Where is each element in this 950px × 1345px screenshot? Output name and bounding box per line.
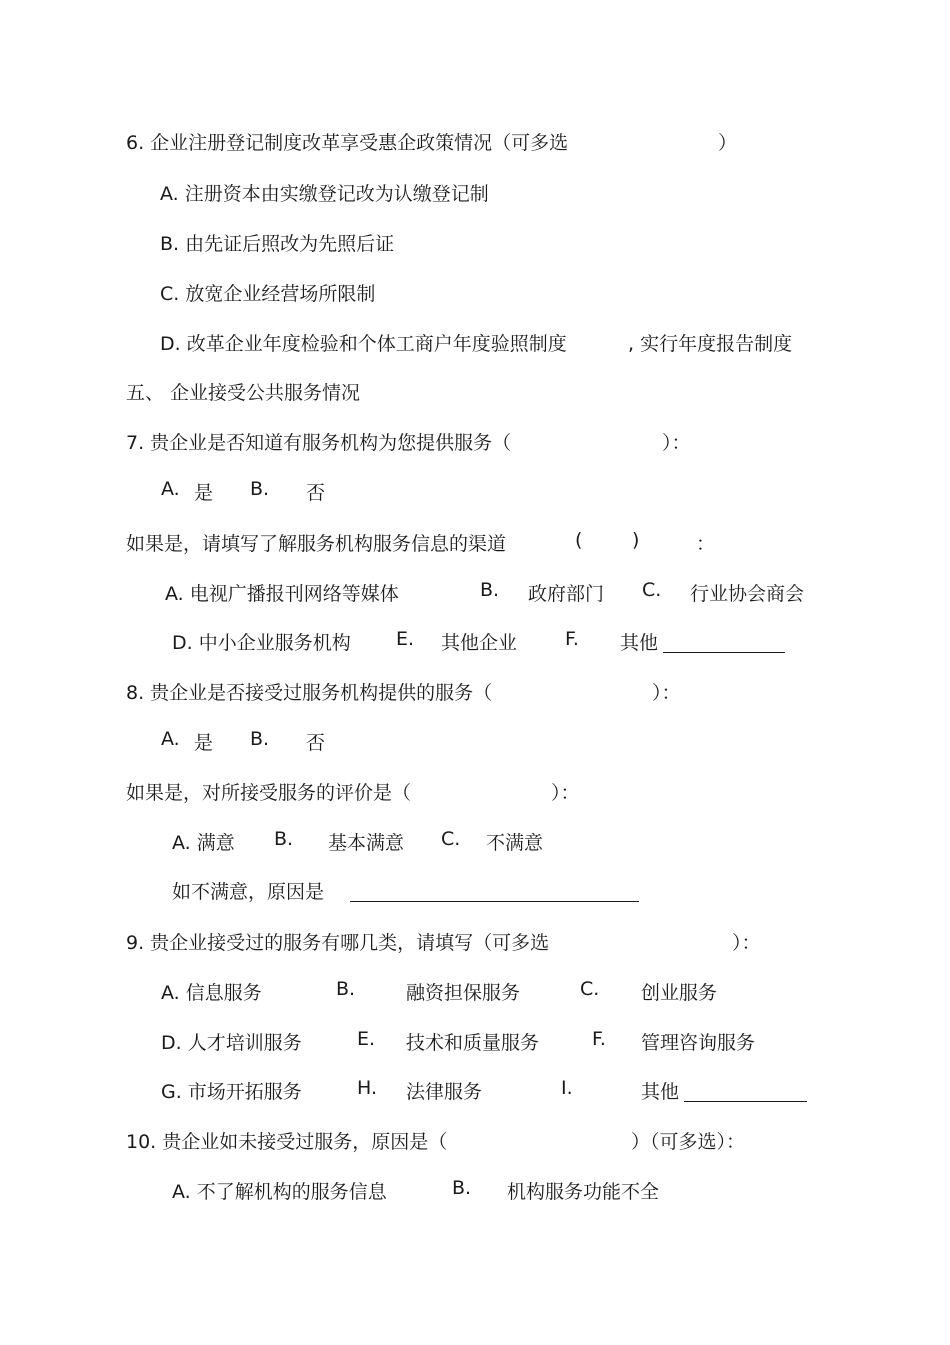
q9-option-f-letter: F. — [592, 1028, 606, 1050]
q9-option-c: 创业服务 — [641, 982, 718, 1004]
q6-question-text: 6. 企业注册登记制度改革享受惠企政策情况（可多选 — [126, 132, 569, 154]
q9-option-h: 法律服务 — [406, 1081, 483, 1103]
q6-option-d-text-2: , 实行年度报告制度 — [628, 333, 793, 355]
q8-option-b-text: 否 — [306, 732, 326, 754]
q9-question-close: ）： — [732, 932, 761, 954]
q7-channel-option-e-letter: E. — [396, 628, 415, 650]
q7-followup-colon: ： — [696, 533, 716, 555]
q7-channel-option-c-letter: C. — [642, 579, 662, 601]
q6-option-d-text: D. 改革企业年度检验和个体工商户年度验照制度 — [160, 333, 567, 355]
q8-followup-close: ）： — [551, 782, 580, 804]
q7-question-close: ）： — [662, 432, 691, 454]
q9-option-i-letter: I. — [561, 1077, 573, 1099]
q8-rating-option-c-letter: C. — [441, 828, 461, 850]
q9-option-f: 管理咨询服务 — [641, 1032, 756, 1054]
q7-question-text: 7. 贵企业是否知道有服务机构为您提供服务（ — [126, 432, 512, 454]
q6-option-b: B. 由先证后照改为先照后证 — [160, 233, 395, 255]
q8-option-a-text: 是 — [194, 732, 214, 754]
q7-option-b-text: 否 — [306, 482, 326, 504]
q8-followup-text: 如果是，对所接受服务的评价是（ — [126, 782, 412, 804]
q9-option-a: A. 信息服务 — [161, 982, 262, 1004]
q8-question-close: ）： — [652, 682, 681, 704]
q9-option-g: G. 市场开拓服务 — [161, 1081, 302, 1103]
q7-channel-option-f: 其他 — [620, 632, 659, 654]
q7-followup-close: ) — [632, 529, 640, 551]
q10-option-b: 机构服务功能不全 — [507, 1181, 660, 1203]
q9-option-e-letter: E. — [357, 1028, 376, 1050]
section-heading: 五、 企业接受公共服务情况 — [126, 382, 361, 404]
q9-option-b: 融资担保服务 — [406, 982, 521, 1004]
q8-rating-option-b-letter: B. — [274, 828, 294, 850]
q7-other-blank[interactable] — [663, 651, 785, 653]
q8-reason-label: 如不满意，原因是 — [172, 881, 325, 903]
q7-channel-option-c: 行业协会商会 — [690, 583, 805, 605]
q9-option-b-letter: B. — [336, 978, 356, 1000]
q9-option-e: 技术和质量服务 — [406, 1032, 540, 1054]
q7-channel-option-f-letter: F. — [565, 628, 579, 650]
q8-reason-blank[interactable] — [350, 900, 639, 902]
q6-option-a: A. 注册资本由实缴登记改为认缴登记制 — [160, 183, 489, 205]
q10-option-b-letter: B. — [452, 1177, 472, 1199]
q9-question-text: 9. 贵企业接受过的服务有哪几类，请填写（可多选 — [126, 932, 550, 954]
q8-option-b-letter: B. — [250, 728, 270, 750]
q7-channel-option-b: 政府部门 — [528, 583, 605, 605]
q7-channel-option-d: D. 中小企业服务机构 — [172, 632, 351, 654]
q10-option-a: A. 不了解机构的服务信息 — [172, 1181, 387, 1203]
q9-other-blank[interactable] — [684, 1100, 807, 1102]
q7-option-b-letter: B. — [250, 478, 270, 500]
q8-rating-option-b: 基本满意 — [328, 832, 405, 854]
q6-option-c: C. 放宽企业经营场所限制 — [160, 283, 376, 305]
q9-option-h-letter: H. — [357, 1077, 377, 1099]
q6-question-close: ） — [718, 132, 738, 154]
q10-question-close: ）（可多选）： — [631, 1131, 746, 1153]
q7-followup-text: 如果是，请填写了解服务机构服务信息的渠道 — [126, 533, 507, 555]
q7-option-a-text: 是 — [194, 482, 214, 504]
q9-option-c-letter: C. — [580, 978, 600, 1000]
q7-channel-option-b-letter: B. — [480, 579, 500, 601]
q8-rating-option-c: 不满意 — [486, 832, 544, 854]
q7-option-a-letter: A. — [161, 478, 180, 500]
q8-rating-option-a: A. 满意 — [172, 832, 235, 854]
q7-channel-option-a: A. 电视广播报刊网络等媒体 — [165, 583, 399, 605]
q7-channel-option-e: 其他企业 — [441, 632, 518, 654]
q10-question-text: 10. 贵企业如未接受过服务，原因是（ — [126, 1131, 448, 1153]
q8-option-a-letter: A. — [161, 728, 180, 750]
q8-question-text: 8. 贵企业是否接受过服务机构提供的服务（ — [126, 682, 493, 704]
q9-option-d: D. 人才培训服务 — [161, 1032, 302, 1054]
q9-option-i: 其他 — [641, 1081, 680, 1103]
q7-followup-open: ( — [575, 529, 583, 551]
